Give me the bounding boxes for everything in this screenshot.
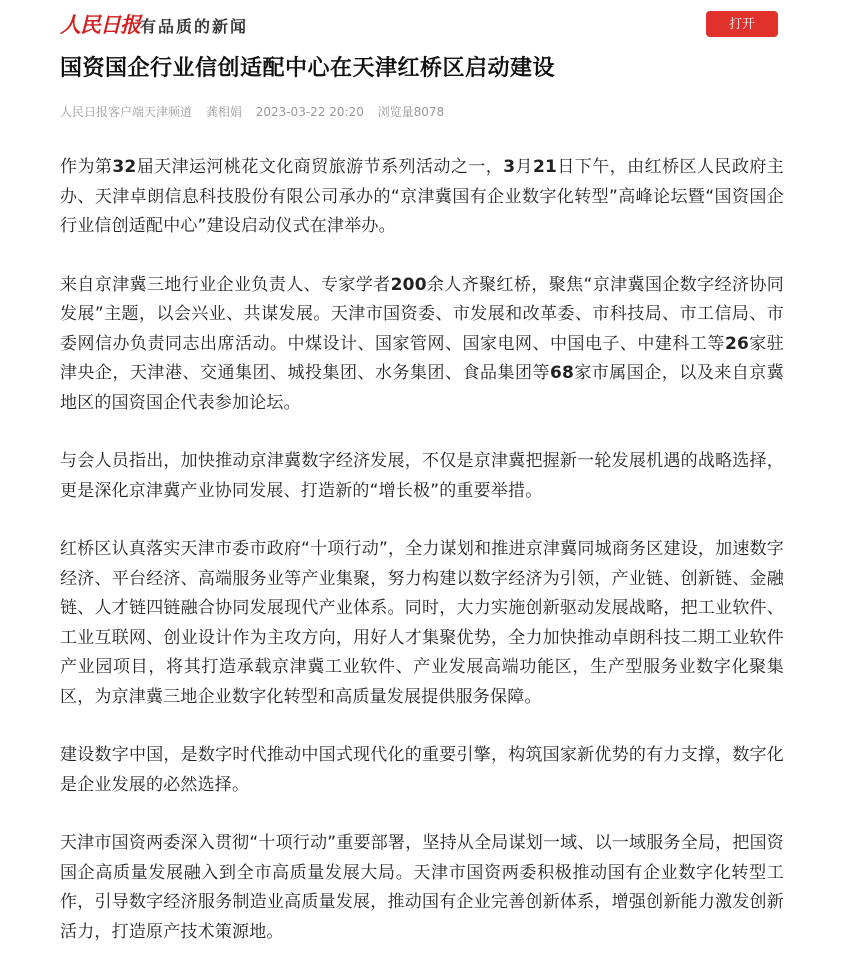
top-bar [0, 0, 847, 46]
article-datetime: 2023-03-22 20:20 [255, 105, 364, 119]
article-paragraph: 作为第32届天津运河桃花文化商贸旅游节系列活动之一，3月21日下午，由红桥区人民政府主办、天津卓朗信息科技股份有限公司承办的“京津冀国有企业数字化转型”高峰论坛暨“国资国企行业信创适配中心”建设启动仪式在津举办。 [60, 157, 784, 236]
article-paragraph: 与会人员指出，加快推动京津冀数字经济发展，不仅是京津冀把握新一轮发展机遇的战略选择，更是深化京津冀产业协同发展、打造新的“增长极”的重要举措。 [60, 451, 784, 501]
people-daily-logo: 人民日报 [60, 12, 140, 37]
article-meta [60, 103, 454, 120]
article-paragraph: 天津市国资两委深入贯彻“十项行动”重要部署，坚持从全局谋划一域、以一域服务全局，把国资国企高质量发展融入到全市高质量发展大局。天津市国资两委积极推动国有企业数字化转型工作，引导数字经济服务制造业高质量发展，推动国有企业完善创新体系，增强创新能力激发创新活力，打造原产技术策源地。 [60, 833, 784, 942]
article-views: 浏览量8078 [377, 105, 445, 119]
article-paragraph: 建设数字中国，是数字时代推动中国式现代化的重要引擎，构筑国家新优势的有力支撑，数字化是企业发展的必然选择。 [60, 745, 784, 795]
article-title: 国资国企行业信创适配中心在天津红桥区启动建设 [60, 56, 556, 81]
article-paragraph: 红桥区认真落实天津市委市政府“十项行动”，全力谋划和推进京津冀同城商务区建设，加速数字经济、平台经济、高端服务业等产业集聚，努力构建以数字经济为引领，产业链、创新链、金融链、人才链四链融合协同发展现代产业体系。同时，大力实施创新驱动发展战略，把工业软件、工业互联网、创业设计作为主攻方向，用好人才集聚优势，全力加快推动卓朗科技二期工业软件产业园项目，将其打造承载京津冀工业软件、产业发展高端功能区，生产型服务业数字化聚集区，为京津冀三地企业数字化转型和高质量发展提供服务保障。 [60, 539, 784, 707]
article-body [60, 153, 784, 976]
slogan: 有品质的新闻 [140, 17, 249, 36]
open-app-button[interactable]: 打开 [706, 11, 778, 37]
article-paragraph: 来自京津冀三地行业企业负责人、专家学者200余人齐聚红桥，聚焦“京津冀国企数字经济协同发展”主题，以会兴业、共谋发展。天津市国资委、市发展和改革委、市科技局、市工信局、市委网信办负责同志出席活动。中煤设计、国家管网、国家电网、中国电子、中建科工等26家驻津央企，天津港、交通集团、城投集团、水务集团、食品集团等68家市属国企，以及来自京冀地区的国资国企代表参加论坛。 [60, 274, 784, 413]
article-source: 人民日报客户端天津频道 [60, 105, 193, 119]
article-author: 龚相娟 [205, 105, 242, 119]
